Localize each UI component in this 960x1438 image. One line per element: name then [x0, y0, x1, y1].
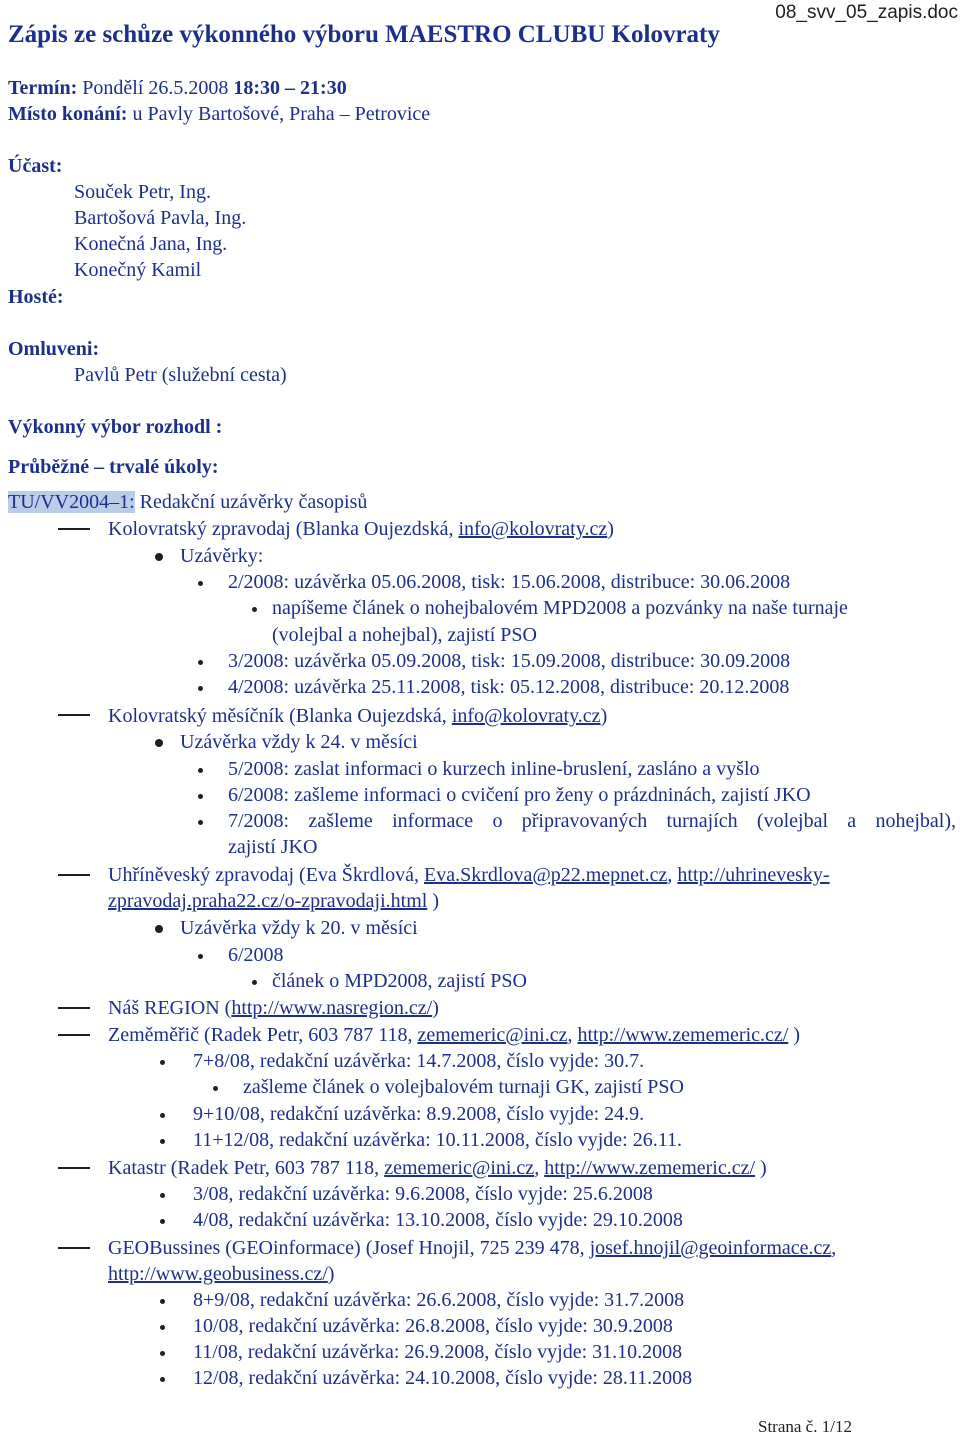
tasks-label: Průběžné – trvalé úkoly:: [8, 456, 219, 478]
small-bullet: [252, 980, 257, 985]
list-item: Uzávěrka vždy k 24. v měsíci: [180, 731, 418, 753]
small-bullet: [198, 768, 203, 773]
document-title: Zápis ze schůze výkonného výboru MAESTRO CLUBU Kolovraty: [8, 21, 720, 48]
list-item: Uzávěrka vždy k 20. v měsíci: [180, 917, 418, 939]
list-item: 10/08, redakční uzávěrka: 26.8.2008, číslo vyjde: 30.9.2008: [193, 1315, 673, 1337]
small-bullet: [160, 1377, 165, 1382]
small-bullet: [160, 1351, 165, 1356]
list-item: 11/08, redakční uzávěrka: 26.9.2008, číslo vyjde: 31.10.2008: [193, 1341, 683, 1363]
list-item: Kolovratský měsíčník (Blanka Oujezdská, info@kolovraty.cz): [108, 705, 608, 727]
web-link[interactable]: http://uhrinevesky-: [677, 864, 830, 886]
attendee: Souček Petr, Ing.: [74, 181, 211, 203]
small-bullet: [160, 1060, 165, 1065]
small-bullet: [198, 820, 203, 825]
small-bullet: [160, 1113, 165, 1118]
small-bullet: [160, 1219, 165, 1224]
email-link[interactable]: Eva.Skrdlova@p22.mepnet.cz: [424, 864, 668, 886]
attendee: Konečná Jana, Ing.: [74, 233, 228, 255]
small-bullet: [213, 1086, 218, 1091]
term-day: Pondělí 26.5.2008: [77, 77, 234, 99]
small-bullet: [160, 1139, 165, 1144]
list-item: Náš REGION (http://www.nasregion.cz/): [108, 997, 439, 1019]
list-item: 4/2008: uzávěrka 25.11.2008, tisk: 05.12.2008, distribuce: 20.12.2008: [228, 676, 790, 698]
dash-bullet: [58, 1034, 90, 1036]
email-link[interactable]: info@kolovraty.cz: [458, 518, 608, 540]
dash-bullet: [58, 528, 90, 530]
task-title: Redakční uzávěrky časopisů: [134, 491, 368, 513]
list-item: 11+12/08, redakční uzávěrka: 10.11.2008, číslo vyjde: 26.11.: [193, 1129, 682, 1151]
web-link[interactable]: zpravodaj.praha22.cz/o-zpravodaji.html: [108, 890, 428, 912]
email-link[interactable]: info@kolovraty.cz: [451, 705, 601, 727]
web-link[interactable]: http://www.geobusiness.cz/: [108, 1263, 328, 1285]
list-item: Uzávěrky:: [180, 545, 264, 567]
small-bullet: [198, 660, 203, 665]
list-item: 6/2008: [228, 944, 284, 966]
email-link[interactable]: zememeric@ini.cz: [417, 1024, 568, 1046]
web-link[interactable]: http://www.nasregion.cz/: [231, 997, 433, 1019]
email-link[interactable]: zememeric@ini.cz: [384, 1157, 535, 1179]
attendee: Konečný Kamil: [74, 259, 202, 281]
dash-bullet: [58, 1247, 90, 1249]
dash-bullet: [58, 874, 90, 876]
term-time: 18:30 – 21:30: [233, 77, 347, 99]
meeting-term: [8, 75, 347, 101]
small-bullet: [198, 581, 203, 586]
meeting-place: [8, 101, 430, 127]
list-item: napíšeme článek o nohejbalovém MPD2008 a pozvánky na naše turnaje: [272, 597, 848, 619]
excused-label: Omluveni:: [8, 338, 100, 360]
small-bullet: [198, 954, 203, 959]
attendance-label: Účast:: [8, 155, 63, 177]
list-item: zašleme článek o volejbalovém turnaji GK, zajistí PSO: [243, 1076, 684, 1098]
small-bullet: [252, 607, 257, 612]
dash-bullet: [58, 1007, 90, 1009]
term-label: Termín:: [8, 77, 78, 99]
list-item: 12/08, redakční uzávěrka: 24.10.2008, číslo vyjde: 28.11.2008: [193, 1367, 693, 1389]
list-item: 5/2008: zaslat informaci o kurzech inline-bruslení, zasláno a vyšlo: [228, 758, 760, 780]
attendee: Bartošová Pavla, Ing.: [74, 207, 247, 229]
decision-label: Výkonný výbor rozhodl :: [8, 416, 223, 438]
list-item: článek o MPD2008, zajistí PSO: [272, 970, 527, 992]
place-label: Místo konání:: [8, 103, 128, 125]
list-item: Katastr (Radek Petr, 603 787 118, zememeric@ini.cz, http://www.zememeric.cz/ ): [108, 1157, 767, 1179]
list-item: Zeměměřič (Radek Petr, 603 787 118, zememeric@ini.cz, http://www.zememeric.cz/ ): [108, 1024, 800, 1046]
guests-label: Hosté:: [8, 286, 64, 308]
small-bullet: [160, 1193, 165, 1198]
list-item: 3/2008: uzávěrka 05.09.2008, tisk: 15.09.2008, distribuce: 30.09.2008: [228, 650, 791, 672]
dash-bullet: [58, 1167, 90, 1169]
task-code: TU/VV2004–1:: [8, 491, 135, 513]
list-item: 2/2008: uzávěrka 05.06.2008, tisk: 15.06.2008, distribuce: 30.06.2008: [228, 571, 791, 593]
small-bullet: [198, 686, 203, 691]
list-item: zpravodaj.praha22.cz/o-zpravodaji.html ): [108, 890, 439, 912]
dash-bullet: [58, 714, 90, 716]
list-item: (volejbal a nohejbal), zajistí PSO: [272, 624, 537, 646]
list-item: zajistí JKO: [228, 836, 318, 858]
small-bullet: [160, 1299, 165, 1304]
place-value: u Pavly Bartošové, Praha – Petrovice: [127, 103, 431, 125]
email-link[interactable]: josef.hnojil@geoinformace.cz: [589, 1237, 832, 1259]
web-link[interactable]: http://www.zememeric.cz/: [544, 1157, 756, 1179]
list-item: 7/2008: zašleme informace o připravovaných turnajích (volejbal a nohejbal),: [228, 810, 956, 832]
list-item: Uhříněveský zpravodaj (Eva Škrdlová, Eva.Skrdlova@p22.mepnet.cz, http://uhrinevesky-: [108, 864, 830, 886]
list-item: 7+8/08, redakční uzávěrka: 14.7.2008, číslo vyjde: 30.7.: [193, 1050, 645, 1072]
list-item: 3/08, redakční uzávěrka: 9.6.2008, číslo vyjde: 25.6.2008: [193, 1183, 653, 1205]
page-number: Strana č. 1/12: [758, 1417, 852, 1436]
file-name: 08_svv_05_zapis.doc: [775, 2, 958, 23]
list-item: GEOBussines (GEOinformace) (Josef Hnojil, 725 239 478, josef.hnojil@geoinformace.cz,: [108, 1237, 837, 1259]
small-bullet: [198, 794, 203, 799]
list-item: http://www.geobusiness.cz/): [108, 1263, 335, 1285]
list-item: 4/08, redakční uzávěrka: 13.10.2008, číslo vyjde: 29.10.2008: [193, 1209, 683, 1231]
list-item: Kolovratský zpravodaj (Blanka Oujezdská, info@kolovraty.cz): [108, 518, 614, 540]
list-item: 6/2008: zašleme informaci o cvičení pro ženy o prázdninách, zajistí JKO: [228, 784, 811, 806]
list-item: 9+10/08, redakční uzávěrka: 8.9.2008, číslo vyjde: 24.9.: [193, 1103, 645, 1125]
round-bullet: [155, 925, 163, 933]
task-heading: [8, 489, 367, 515]
small-bullet: [160, 1325, 165, 1330]
excused-person: Pavlů Petr (služební cesta): [74, 364, 287, 386]
list-item: 8+9/08, redakční uzávěrka: 26.6.2008, číslo vyjde: 31.7.2008: [193, 1289, 685, 1311]
round-bullet: [155, 553, 163, 561]
web-link[interactable]: http://www.zememeric.cz/: [577, 1024, 789, 1046]
round-bullet: [155, 739, 163, 747]
